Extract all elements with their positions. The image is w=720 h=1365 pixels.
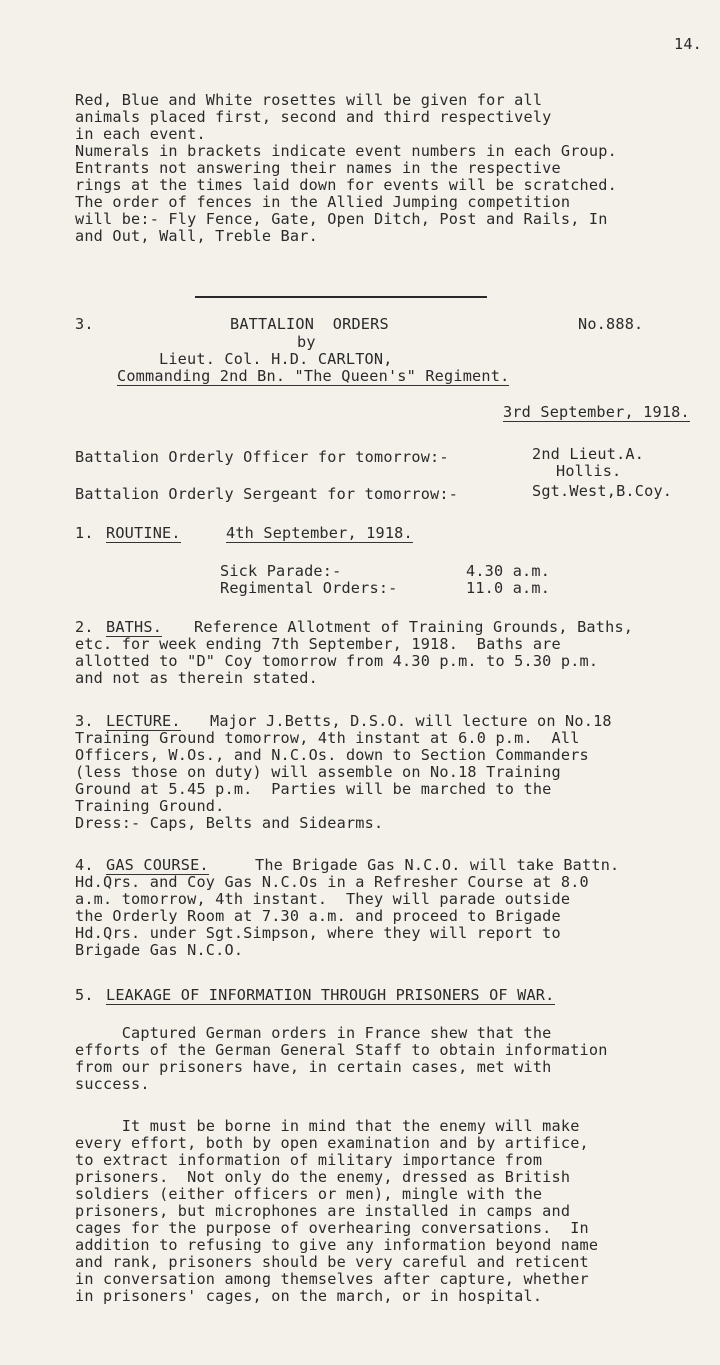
baths-number: 2. xyxy=(75,618,94,636)
leakage-para1-line: efforts of the German General Staff to obtain information xyxy=(75,1041,608,1059)
intro-line: Numerals in brackets indicate event numbers in each Group. xyxy=(75,142,617,160)
leakage-para1-line: from our prisoners have, in certain cases, met with xyxy=(75,1058,552,1076)
leakage-para2-line: and rank, prisoners should be very careful and reticent xyxy=(75,1253,589,1271)
regiment-line: Commanding 2nd Bn. "The Queen's" Regiment. xyxy=(117,367,510,385)
section-number: 3. xyxy=(75,315,94,333)
intro-line: and Out, Wall, Treble Bar. xyxy=(75,227,318,245)
orderly-sergeant-label: Battalion Orderly Sergeant for tomorrow:- xyxy=(75,485,459,503)
intro-line: in each event. xyxy=(75,125,206,143)
orders-by: by xyxy=(297,333,316,351)
gas-line: Hd.Qrs. and Coy Gas N.C.Os in a Refresher Course at 8.0 xyxy=(75,873,589,891)
gas-line: Hd.Qrs. under Sgt.Simpson, where they will report to xyxy=(75,924,561,942)
leakage-para2-line: in conversation among themselves after capture, whether xyxy=(75,1270,589,1288)
intro-line: will be:- Fly Fence, Gate, Open Ditch, Post and Rails, In xyxy=(75,210,608,228)
leakage-para2-line: prisoners, but microphones are installed in camps and xyxy=(75,1202,571,1220)
lecture-heading: LECTURE. xyxy=(106,712,181,730)
gas-line: the Orderly Room at 7.30 a.m. and proceed to Brigade xyxy=(75,907,561,925)
gas-line: a.m. tomorrow, 4th instant. They will parade outside xyxy=(75,890,571,908)
leakage-para2-line: prisoners. Not only do the enemy, dressed as British xyxy=(75,1168,571,1186)
commander-name: Lieut. Col. H.D. CARLTON, xyxy=(159,350,393,368)
baths-line: and not as therein stated. xyxy=(75,669,318,687)
page-number: 14. xyxy=(674,35,703,53)
routine-heading: ROUTINE. xyxy=(106,524,181,542)
intro-line: Entrants not answering their names in the respective xyxy=(75,159,561,177)
routine-item-label: Sick Parade:- xyxy=(220,562,342,580)
leakage-para2-line: cages for the purpose of overhearing conversations. In xyxy=(75,1219,589,1237)
orderly-sergeant-value: Sgt.West,B.Coy. xyxy=(532,482,673,500)
leakage-heading: LEAKAGE OF INFORMATION THROUGH PRISONERS OF WAR. xyxy=(106,986,555,1004)
orderly-officer-label: Battalion Orderly Officer for tomorrow:- xyxy=(75,448,449,466)
order-number: No.888. xyxy=(578,315,644,333)
orderly-officer-value-2: Hollis. xyxy=(556,462,622,480)
intro-line: Red, Blue and White rosettes will be given for all xyxy=(75,91,543,109)
routine-item-time: 4.30 a.m. xyxy=(466,562,551,580)
orders-date: 3rd September, 1918. xyxy=(503,403,690,421)
lecture-line: Training Ground. xyxy=(75,797,225,815)
section-divider xyxy=(195,296,487,298)
lecture-line: Officers, W.Os., and N.C.Os. down to Section Commanders xyxy=(75,746,589,764)
leakage-para2-line: addition to refusing to give any information beyond name xyxy=(75,1236,599,1254)
leakage-number: 5. xyxy=(75,986,94,1004)
leakage-para2-line: every effort, both by open examination and by artifice, xyxy=(75,1134,589,1152)
routine-number: 1. xyxy=(75,524,94,542)
lecture-line: Ground at 5.45 p.m. Parties will be marched to the xyxy=(75,780,552,798)
baths-heading: BATHS. xyxy=(106,618,163,636)
leakage-para1-line: success. xyxy=(75,1075,150,1093)
leakage-para1-line: Captured German orders in France shew that the xyxy=(75,1024,552,1042)
baths-line: allotted to "D" Coy tomorrow from 4.30 p.m. to 5.30 p.m. xyxy=(75,652,599,670)
routine-date: 4th September, 1918. xyxy=(226,524,413,542)
gas-heading: GAS COURSE. xyxy=(106,856,209,874)
orderly-officer-value: 2nd Lieut.A. xyxy=(532,445,645,463)
leakage-para2-line: soldiers (either officers or men), mingle with the xyxy=(75,1185,543,1203)
lecture-line: Training Ground tomorrow, 4th instant at 6.0 p.m. All xyxy=(75,729,580,747)
routine-item-label: Regimental Orders:- xyxy=(220,579,398,597)
lecture-line: Dress:- Caps, Belts and Sidearms. xyxy=(75,814,384,832)
gas-line: Brigade Gas N.C.O. xyxy=(75,941,244,959)
lecture-line: (less those on duty) will assemble on No.18 Training xyxy=(75,763,561,781)
leakage-para2-line: It must be borne in mind that the enemy will make xyxy=(75,1117,580,1135)
leakage-para2-line: in prisoners' cages, on the march, or in hospital. xyxy=(75,1287,543,1305)
lecture-number: 3. xyxy=(75,712,94,730)
intro-line: animals placed first, second and third respectively xyxy=(75,108,552,126)
routine-item-time: 11.0 a.m. xyxy=(466,579,551,597)
baths-line: etc. for week ending 7th September, 1918. Baths are xyxy=(75,635,561,653)
gas-number: 4. xyxy=(75,856,94,874)
intro-line: rings at the times laid down for events will be scratched. xyxy=(75,176,617,194)
leakage-para2-line: to extract information of military importance from xyxy=(75,1151,543,1169)
baths-line: Reference Allotment of Training Grounds, Baths, xyxy=(194,618,634,636)
orders-title: BATTALION ORDERS xyxy=(230,315,389,333)
intro-line: The order of fences in the Allied Jumping competition xyxy=(75,193,571,211)
lecture-line: Major J.Betts, D.S.O. will lecture on No.18 xyxy=(210,712,612,730)
gas-line: The Brigade Gas N.C.O. will take Battn. xyxy=(255,856,620,874)
